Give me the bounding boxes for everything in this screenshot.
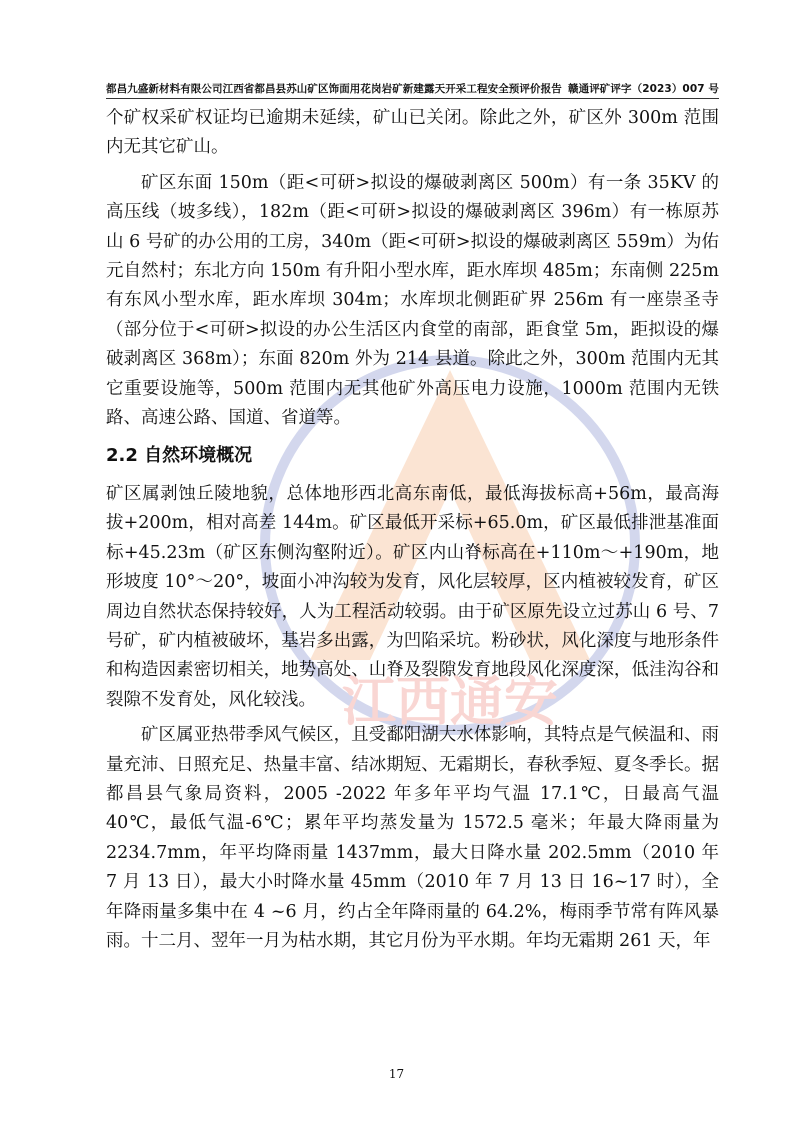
header-report-number: 赣通评矿评字（2023）007 号: [568, 83, 719, 95]
paragraph-mining-rights: 个矿权采矿权证均已逾期未延续，矿山已关闭。除此之外，矿区外 300m 范围内无其它矿山。: [106, 108, 719, 158]
page-header: [106, 78, 719, 99]
page-number: 17: [388, 1067, 405, 1081]
paragraph-terrain: 矿区属剥蚀丘陵地貌，总体地形西北高东南低，最低海拔标高+56m，最高海拔+200m，相对高差 144m。矿区最低开采标+65.0m，矿区最低排泄基准面标+45.23m（矿区东侧沟壑附近）。矿区内山脊标高在+110m～+190m，地形坡度 10°～20°，坡面小冲沟较为发育，风化层较厚，区内植被较发育，矿区周边自然状态保持较好，人为工程活动较弱。由于矿区原先设立过苏山 6 号、7 号矿，矿内植被破坏，基岩多出露，为凹陷采坑。粉砂状，风化深度与地形条件和构造因素密切相关，地势高处、山脊及裂隙发育地段风化深度深，低洼沟谷和裂隙不发育处，风化较浅。: [106, 483, 719, 710]
page-content: [106, 104, 719, 956]
watermark-text: 江西通安: [342, 670, 558, 733]
paragraph-surroundings: 矿区东面 150m（距<可研>拟设的爆破剥离区 500m）有一条 35KV 的高压线（坡多线），182m（距<可研>拟设的爆破剥离区 396m）有一栋原苏山 6 号矿的办公用的工房，340m（距<可研>拟设的爆破剥离区 559m）为佑元自然村；东北方向 150m 有升阳小型水库，距水库坝 485m；东南侧 225m 有东风小型水库，距水库坝 304m；水库坝北侧距矿界 256m 有一座崇圣寺（部分位于<可研>拟设的办公生活区内食堂的南部，距食堂 5m，距拟设的爆破剥离区 368m）；东面 820m 外为 214 县道。除此之外，300m 范围内无其它重要设施等，500m 范围内无其他矿外高压电力设施，1000m 范围内无铁路、高速公路、国道、省道等。: [106, 172, 719, 429]
section-heading: 2.2 自然环境概况: [106, 445, 253, 467]
paragraph-climate: 矿区属亚热带季风气候区，且受鄱阳湖大水体影响，其特点是气候温和、雨量充沛、日照充足、热量丰富、结冰期短、无霜期长，春秋季短、夏冬季长。据都昌县气象局资料，2005 -2022 年多年平均气温 17.1℃，日最高气温 40℃，最低气温-6℃；累年平均蒸发量为 1572.5 毫米；年最大降雨量为 2234.7mm，年平均降雨量 1437mm，最大日降水量 202.5mm（2010 年 7 月 13 日），最大小时降水量 45mm（2010 年 7 月 13 日 16~17 时），全年降雨量多集中在 4 ~6 月，约占全年降雨量的 64.2%，梅雨季节常有阵风暴雨。十二月、翌年一月为枯水期，其它月份为平水期。年均无霜期 261 天，年: [106, 725, 719, 951]
header-report-title: 都昌九盛新材料有限公司江西省都昌县苏山矿区饰面用花岗岩矿新建露天开采工程安全预评价报告: [106, 83, 562, 95]
